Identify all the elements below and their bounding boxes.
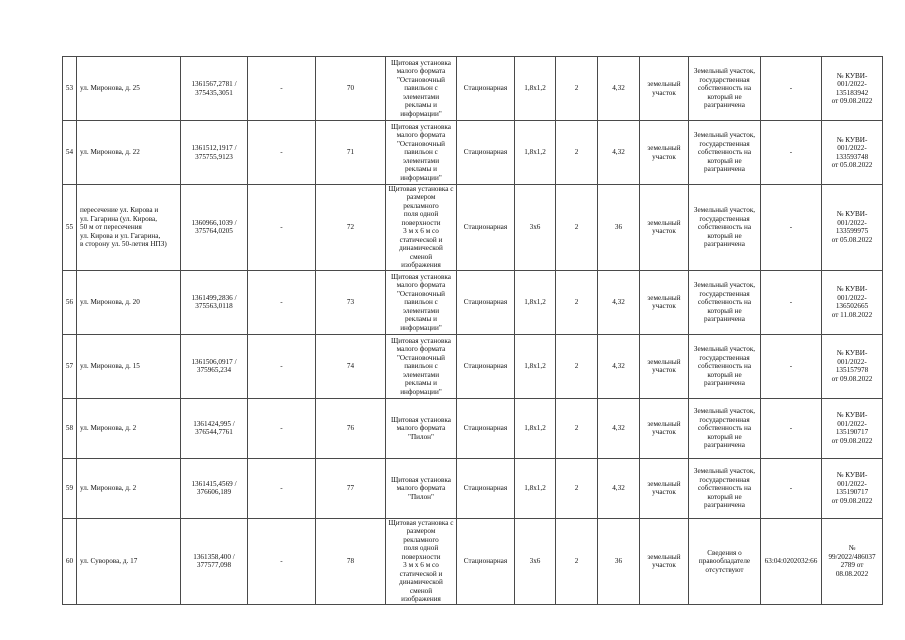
coordinates-cell: 1361567,2781 / 375435,3051 xyxy=(181,57,248,121)
empty-value-cell: - xyxy=(248,57,316,121)
row-number: 58 xyxy=(63,398,77,458)
permit-cell: № КУВИ- 001/2022- 135183942 от 09.08.2022 xyxy=(822,57,883,121)
address-cell: пересечение ул. Кирова и ул. Гагарина (ул. Кирова, 50 м от пересечения ул. Кирова и ул. Гагарина, в сторону ул. 50-летия НПЗ) xyxy=(77,185,181,271)
structure-number-cell: 74 xyxy=(316,334,386,398)
size-cell: 3x6 xyxy=(515,518,556,604)
address-cell: ул. Миронова, д. 22 xyxy=(77,121,181,185)
mount-type-cell: Стационарная xyxy=(457,518,515,604)
size-cell: 1,8x1,2 xyxy=(515,334,556,398)
permit-cell: № КУВИ- 001/2022- 135157978 от 09.08.2022 xyxy=(822,334,883,398)
sides-count-cell: 2 xyxy=(556,334,598,398)
structure-number-cell: 70 xyxy=(316,57,386,121)
cadastre-number-cell: - xyxy=(761,458,822,518)
table-row xyxy=(63,518,883,604)
empty-value-cell: - xyxy=(248,270,316,334)
cadastre-number-cell: - xyxy=(761,398,822,458)
permit-cell: № 99/2022/486037 2789 от 08.08.2022 xyxy=(822,518,883,604)
empty-value-cell: - xyxy=(248,121,316,185)
cadastre-number-cell: - xyxy=(761,270,822,334)
mount-type-cell: Стационарная xyxy=(457,270,515,334)
structure-type-cell: Щитовая установка малого формата "Остановочный павильон с элементами рекламы и информации" xyxy=(386,334,457,398)
structure-type-cell: Щитовая установка малого формата "Остановочный павильон с элементами рекламы и информации" xyxy=(386,57,457,121)
row-number: 59 xyxy=(63,458,77,518)
area-cell: 4,32 xyxy=(598,458,640,518)
size-cell: 1,8x1,2 xyxy=(515,57,556,121)
ownership-cell: Земельный участок, государственная собственность на который не разграничена xyxy=(689,185,761,271)
size-cell: 1,8x1,2 xyxy=(515,398,556,458)
structure-number-cell: 72 xyxy=(316,185,386,271)
permit-cell: № КУВИ- 001/2022- 133593748 от 05.08.2022 xyxy=(822,121,883,185)
structure-number-cell: 71 xyxy=(316,121,386,185)
table-row xyxy=(63,270,883,334)
land-type-cell: земельный участок xyxy=(640,57,689,121)
row-number: 54 xyxy=(63,121,77,185)
table-row xyxy=(63,57,883,121)
empty-value-cell: - xyxy=(248,185,316,271)
advertising-structures-table xyxy=(62,56,883,605)
empty-value-cell: - xyxy=(248,518,316,604)
land-type-cell: земельный участок xyxy=(640,121,689,185)
cadastre-number-cell: - xyxy=(761,57,822,121)
structure-number-cell: 78 xyxy=(316,518,386,604)
mount-type-cell: Стационарная xyxy=(457,185,515,271)
empty-value-cell: - xyxy=(248,398,316,458)
row-number: 57 xyxy=(63,334,77,398)
mount-type-cell: Стационарная xyxy=(457,57,515,121)
size-cell: 1,8x1,2 xyxy=(515,121,556,185)
structure-type-cell: Щитовая установка малого формата "Пилон" xyxy=(386,458,457,518)
structure-type-cell: Щитовая установка с размером рекламного поля одной поверхности 3 м x 6 м со статической и динамической сменой изображения xyxy=(386,185,457,271)
permit-cell: № КУВИ- 001/2022- 135190717 от 09.08.2022 xyxy=(822,458,883,518)
size-cell: 3x6 xyxy=(515,185,556,271)
table-row xyxy=(63,121,883,185)
sides-count-cell: 2 xyxy=(556,458,598,518)
table-body xyxy=(63,57,883,605)
sides-count-cell: 2 xyxy=(556,270,598,334)
ownership-cell: Земельный участок, государственная собственность на который не разграничена xyxy=(689,458,761,518)
structure-type-cell: Щитовая установка малого формата "Остановочный павильон с элементами рекламы и информации" xyxy=(386,270,457,334)
land-type-cell: земельный участок xyxy=(640,270,689,334)
structure-type-cell: Щитовая установка малого формата "Пилон" xyxy=(386,398,457,458)
cadastre-number-cell: - xyxy=(761,121,822,185)
area-cell: 36 xyxy=(598,185,640,271)
ownership-cell: Сведения о правообладателе отсутствуют xyxy=(689,518,761,604)
permit-cell: № КУВИ- 001/2022- 133599975 от 05.08.2022 xyxy=(822,185,883,271)
size-cell: 1,8x1,2 xyxy=(515,458,556,518)
mount-type-cell: Стационарная xyxy=(457,121,515,185)
ownership-cell: Земельный участок, государственная собственность на который не разграничена xyxy=(689,270,761,334)
address-cell: ул. Миронова, д. 2 xyxy=(77,458,181,518)
structure-type-cell: Щитовая установка с размером рекламного поля одной поверхности 3 м x 6 м со статической и динамической сменой изображения xyxy=(386,518,457,604)
ownership-cell: Земельный участок, государственная собственность на который не разграничена xyxy=(689,398,761,458)
land-type-cell: земельный участок xyxy=(640,398,689,458)
sides-count-cell: 2 xyxy=(556,518,598,604)
address-cell: ул. Миронова, д. 20 xyxy=(77,270,181,334)
sides-count-cell: 2 xyxy=(556,57,598,121)
size-cell: 1,8x1,2 xyxy=(515,270,556,334)
land-type-cell: земельный участок xyxy=(640,458,689,518)
row-number: 53 xyxy=(63,57,77,121)
area-cell: 4,32 xyxy=(598,57,640,121)
empty-value-cell: - xyxy=(248,334,316,398)
cadastre-number-cell: 63:04:0202032:66 xyxy=(761,518,822,604)
coordinates-cell: 1361506,0917 / 375965,234 xyxy=(181,334,248,398)
mount-type-cell: Стационарная xyxy=(457,398,515,458)
sides-count-cell: 2 xyxy=(556,398,598,458)
table-row xyxy=(63,458,883,518)
coordinates-cell: 1361424,995 / 376544,7761 xyxy=(181,398,248,458)
coordinates-cell: 1361358,400 / 377577,098 xyxy=(181,518,248,604)
area-cell: 4,32 xyxy=(598,398,640,458)
empty-value-cell: - xyxy=(248,458,316,518)
sides-count-cell: 2 xyxy=(556,185,598,271)
land-type-cell: земельный участок xyxy=(640,334,689,398)
table-row xyxy=(63,398,883,458)
address-cell: ул. Суворова, д. 17 xyxy=(77,518,181,604)
area-cell: 4,32 xyxy=(598,334,640,398)
structure-number-cell: 76 xyxy=(316,398,386,458)
address-cell: ул. Миронова, д. 15 xyxy=(77,334,181,398)
ownership-cell: Земельный участок, государственная собственность на который не разграничена xyxy=(689,121,761,185)
row-number: 55 xyxy=(63,185,77,271)
area-cell: 4,32 xyxy=(598,270,640,334)
permit-cell: № КУВИ- 001/2022- 136502665 от 11.08.2022 xyxy=(822,270,883,334)
coordinates-cell: 1360966,1039 / 375764,0205 xyxy=(181,185,248,271)
address-cell: ул. Миронова, д. 25 xyxy=(77,57,181,121)
coordinates-cell: 1361415,4569 / 376606,189 xyxy=(181,458,248,518)
ownership-cell: Земельный участок, государственная собственность на который не разграничена xyxy=(689,334,761,398)
cadastre-number-cell: - xyxy=(761,334,822,398)
row-number: 56 xyxy=(63,270,77,334)
land-type-cell: земельный участок xyxy=(640,185,689,271)
table-row xyxy=(63,334,883,398)
land-type-cell: земельный участок xyxy=(640,518,689,604)
coordinates-cell: 1361499,2836 / 375563,0118 xyxy=(181,270,248,334)
cadastre-number-cell: - xyxy=(761,185,822,271)
mount-type-cell: Стационарная xyxy=(457,458,515,518)
area-cell: 4,32 xyxy=(598,121,640,185)
structure-type-cell: Щитовая установка малого формата "Остановочный павильон с элементами рекламы и информации" xyxy=(386,121,457,185)
mount-type-cell: Стационарная xyxy=(457,334,515,398)
sides-count-cell: 2 xyxy=(556,121,598,185)
coordinates-cell: 1361512,1917 / 375755,9123 xyxy=(181,121,248,185)
table-row xyxy=(63,185,883,271)
permit-cell: № КУВИ- 001/2022- 135190717 от 09.08.2022 xyxy=(822,398,883,458)
row-number: 60 xyxy=(63,518,77,604)
structure-number-cell: 77 xyxy=(316,458,386,518)
ownership-cell: Земельный участок, государственная собственность на который не разграничена xyxy=(689,57,761,121)
area-cell: 36 xyxy=(598,518,640,604)
structure-number-cell: 73 xyxy=(316,270,386,334)
address-cell: ул. Миронова, д. 2 xyxy=(77,398,181,458)
